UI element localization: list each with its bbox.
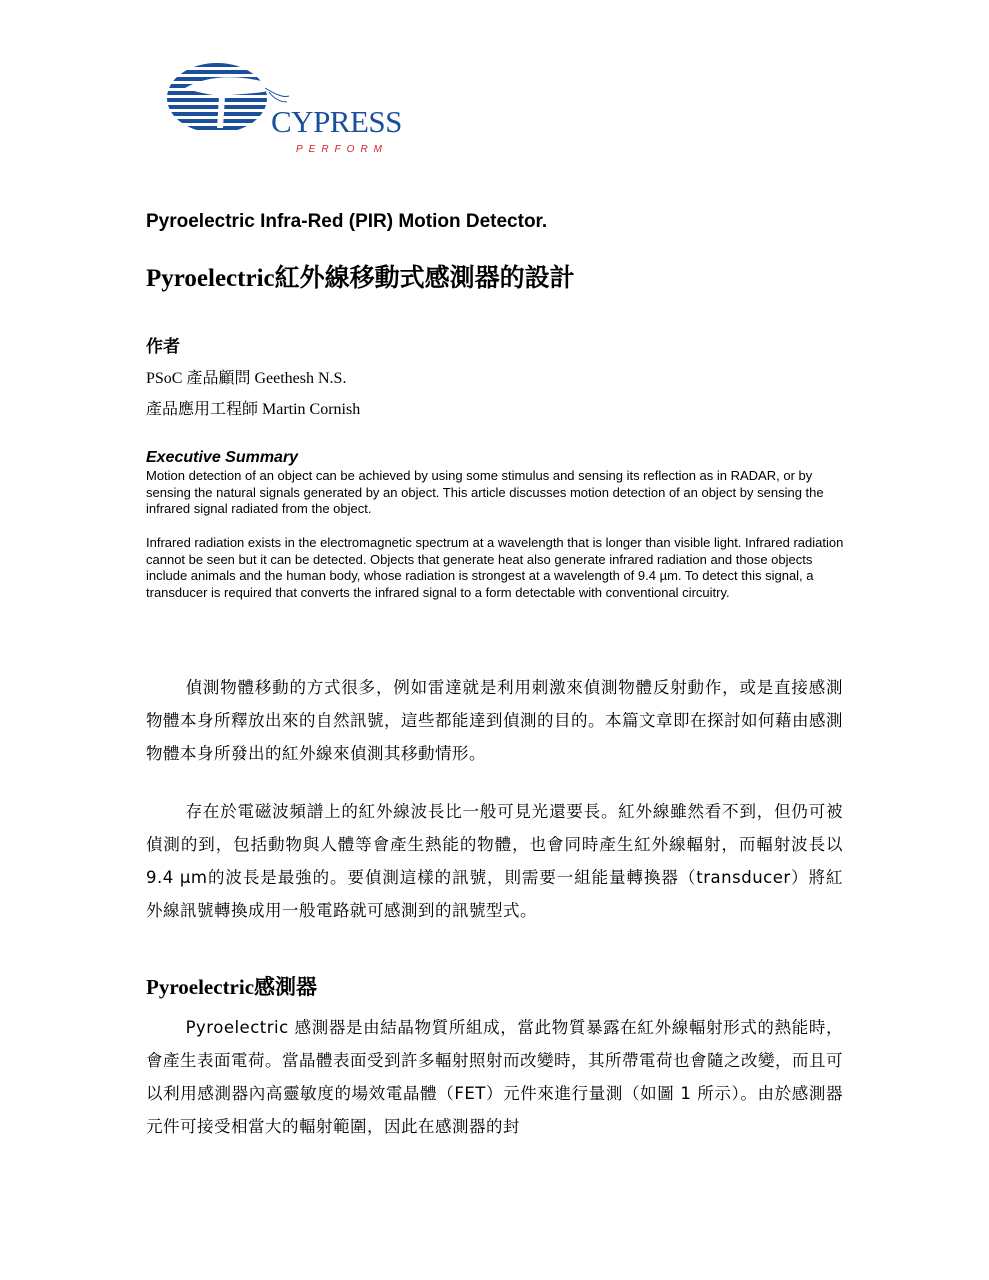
executive-summary-heading: Executive Summary bbox=[146, 449, 299, 466]
body-paragraph: 偵測物體移動的方式很多，例如雷達就是利用刺激來偵測物體反射動作，或是直接感測物體本身所釋放出來的自然訊號，這些都能達到偵測的目的。本篇文章即在探討如何藉由感測物體本身所發出的紅外線來偵測其移動情形。 bbox=[146, 678, 843, 763]
author-line: PSoC 產品顧問 Geethesh N.S. bbox=[146, 370, 347, 387]
section-paragraph: Pyroelectric 感測器是由結晶物質所組成，當此物質暴露在紅外線輻射形式的熱能時，會產生表面電荷。當晶體表面受到許多輻射照射而改變時，其所帶電荷也會隨之改變，而且可以利用感測器內高靈敏度的場效電晶體（FET）元件來進行量測（如圖 1 所示）。由於感測器元件可接受相當大的輻射範圍，因此在感測器的封 bbox=[146, 1018, 843, 1136]
cypress-tagline: PERFORM bbox=[296, 144, 388, 155]
summary-paragraph: Infrared radiation exists in the electromagnetic spectrum at a wavelength that is longer than visible light. Infrared radiation cannot be seen but it can be detected. Objects that generate heat also generate infrared radiation and those objects include animals and the human body, whose radiation is strongest at a wavelength of 9.4 µm. To detect this signal, a transducer is required that converts the infrared signal to a form detectable with conventional circuitry. bbox=[146, 535, 844, 601]
author-line: 產品應用工程師 Martin Cornish bbox=[146, 401, 361, 418]
section-heading-pyroelectric-sensor: Pyroelectric感測器 bbox=[146, 975, 318, 999]
cypress-logo bbox=[165, 58, 405, 158]
summary-paragraph: Motion detection of an object can be achieved by using some stimulus and sensing its reflection as in RADAR, or by sensing the natural signals generated by an object. This article discusses motion detection of an object by sensing the infrared signal radiated from the object. bbox=[146, 468, 824, 517]
document-title-english: Pyroelectric Infra-Red (PIR) Motion Detector. bbox=[146, 211, 548, 232]
authors-heading: 作者 bbox=[146, 337, 180, 356]
document-title-chinese: Pyroelectric紅外線移動式感測器的設計 bbox=[146, 265, 575, 292]
body-paragraph: 存在於電磁波頻譜上的紅外線波長比一般可見光還要長。紅外線雖然看不到，但仍可被偵測的到，包括動物與人體等會產生熱能的物體，也會同時產生紅外線輻射，而輻射波長以9.4 µm的波長是最強的。要偵測這樣的訊號，則需要一組能量轉換器（transducer）將紅外線訊號轉換成用一般電路就可感測到的訊號型式。 bbox=[146, 802, 843, 920]
cypress-wordmark: CYPRESS bbox=[271, 104, 402, 139]
